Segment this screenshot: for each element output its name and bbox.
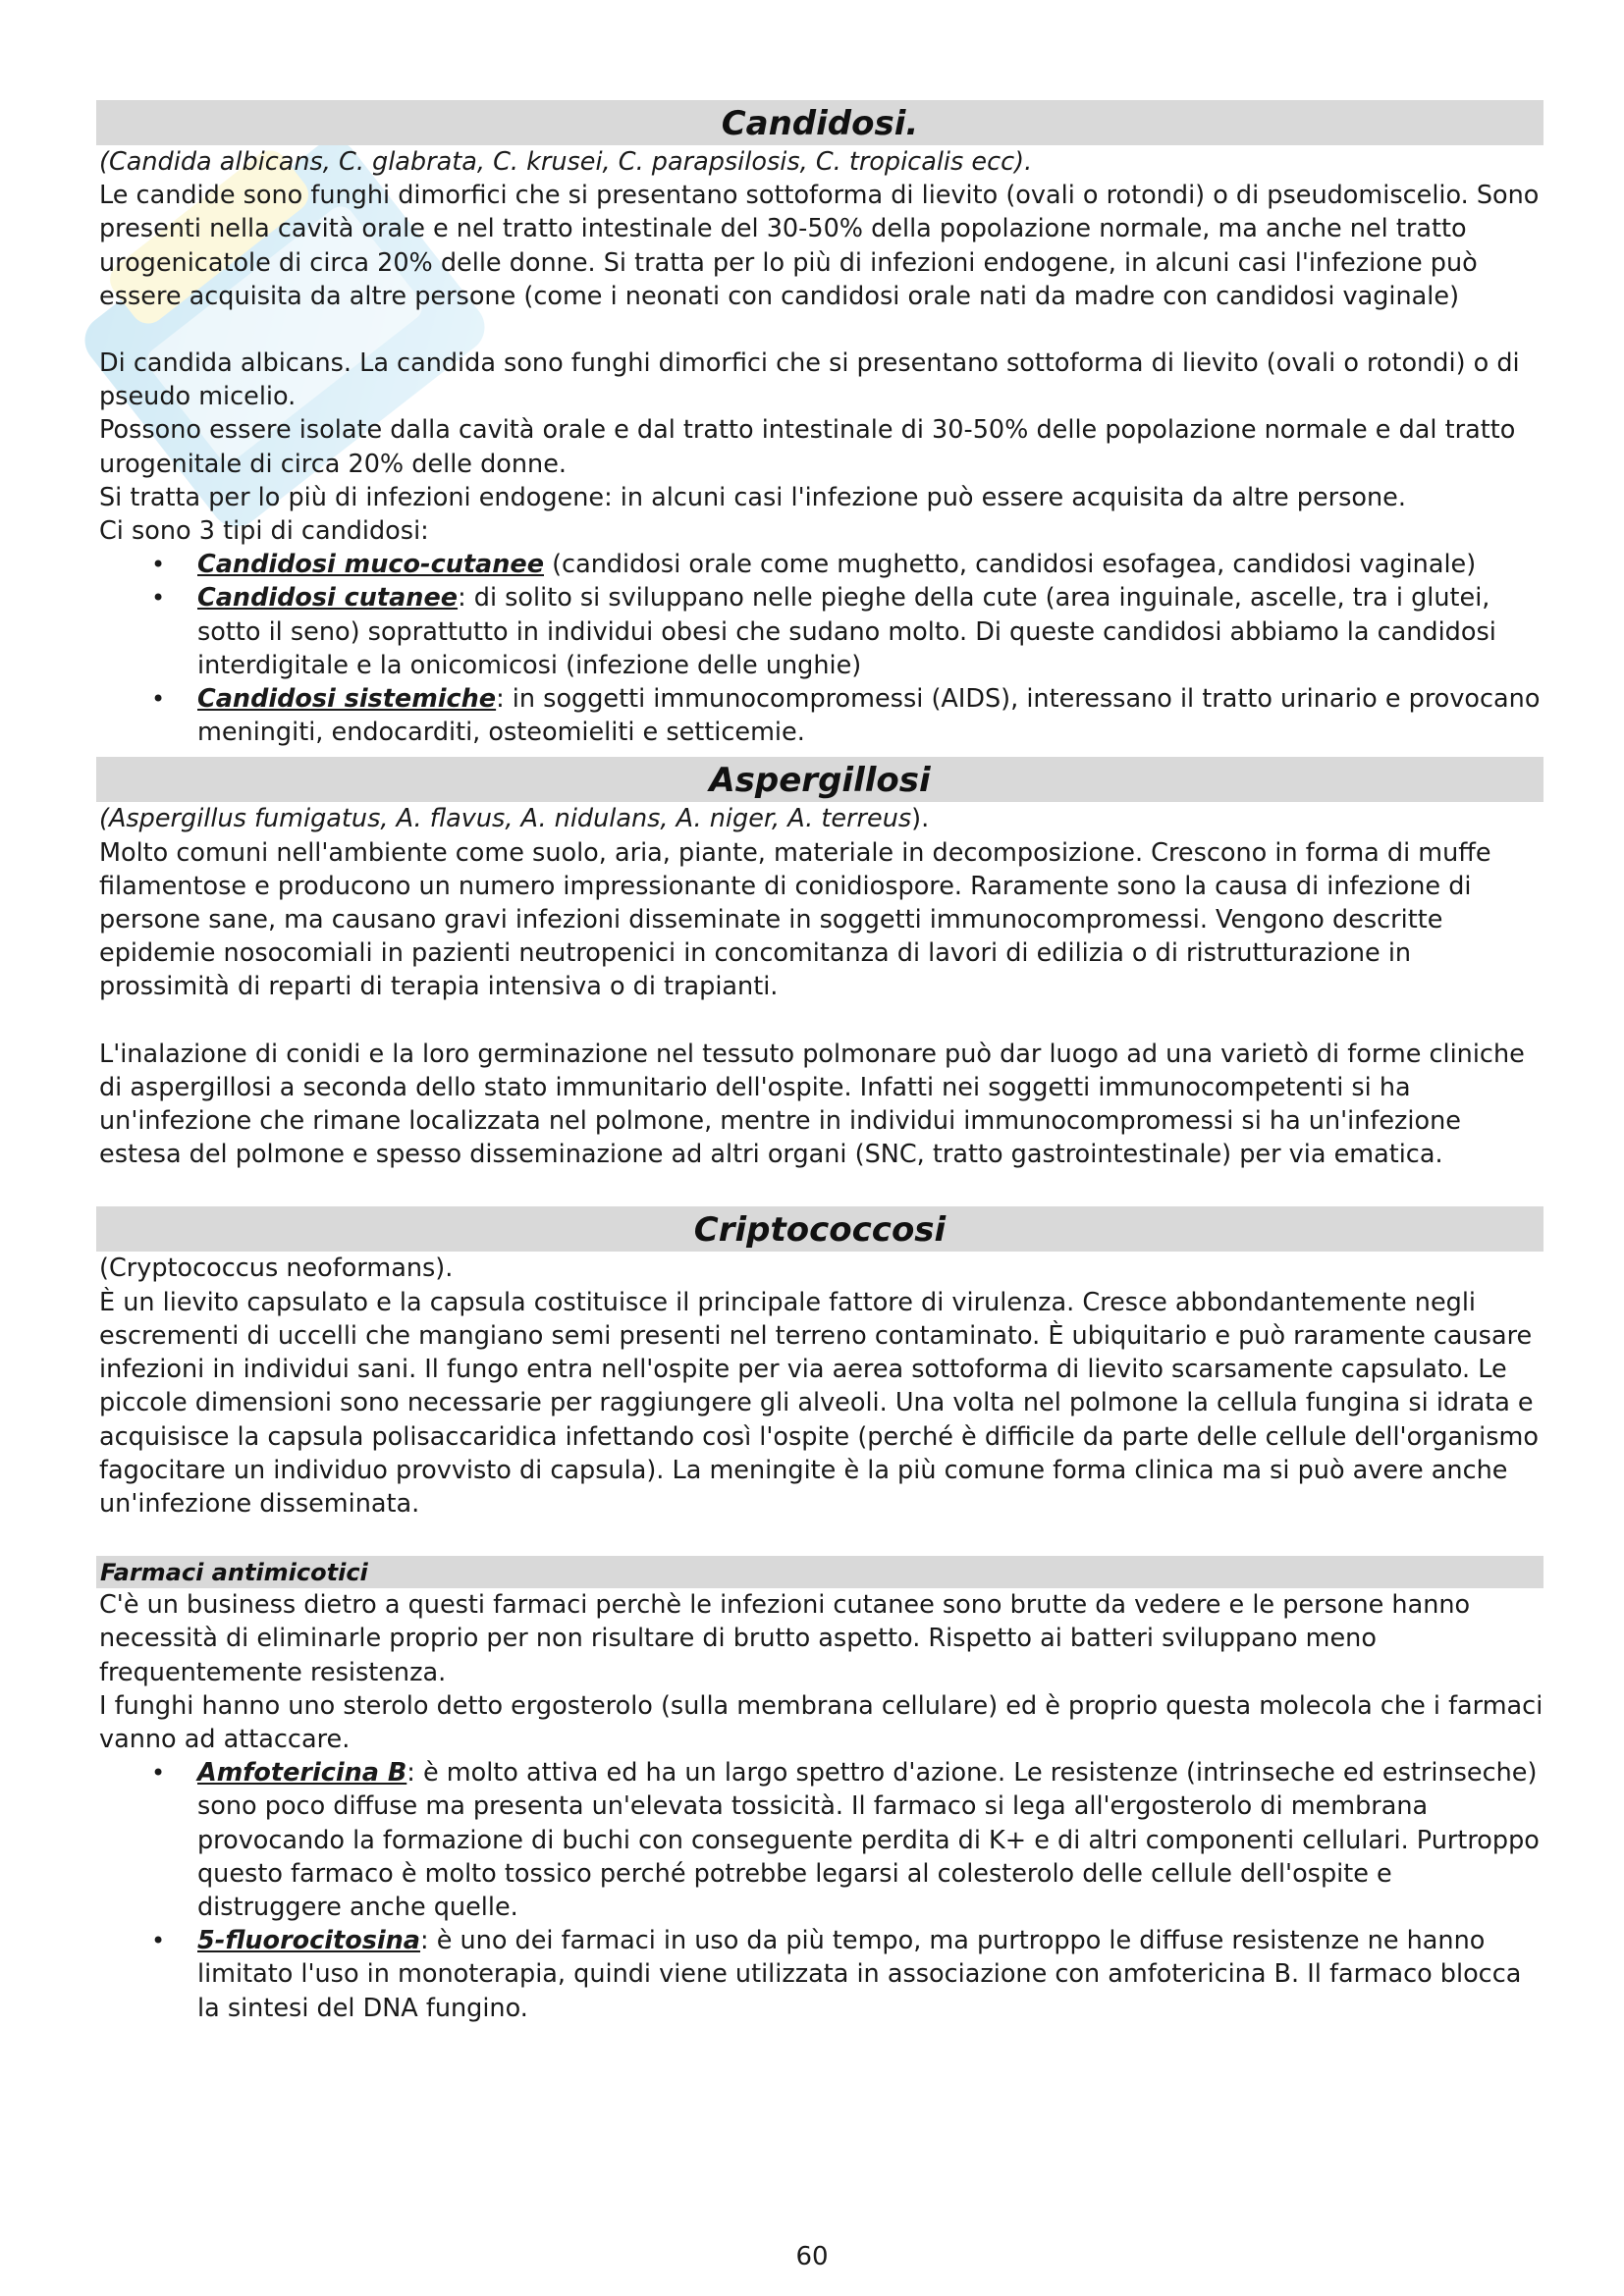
document-page xyxy=(96,100,1543,2025)
farmaci-list xyxy=(96,1756,1543,2025)
candidosi-types-list xyxy=(96,548,1543,749)
candidosi-intro: Le candide sono funghi dimorfici che si presentano sottoforma di lievito (ovali o rotondi) o di pseudomiscelio. Sono presenti nella cavità orale e nel tratto intestinale del 30-50% della popolazione normale, ma anche nel tratto urogenicatole di circa 20% delle donne. Si tratta per lo più di infezioni endogene, in alcuni casi l'infezione può essere acquisita da altre persone (come i neonati con candidosi orale nati da madre con candidosi vaginale) xyxy=(99,181,1540,311)
list-item xyxy=(96,682,1543,749)
list-item-text: : di solito si sviluppano nelle pieghe della cute (area inguinale, ascelle, tra i glutei, sotto il seno) soprattutto in individui obesi che sudano molto. Di queste candidosi abbiamo la candidosi interdigitale e la onicomicosi (infezione delle unghie) xyxy=(197,583,1496,680)
criptococcosi-paragraph: È un lievito capsulato e la capsula costituisce il principale fattore di virulenza. Cresce abbondantemente negli escrementi di uccelli che mangiano semi presenti nel terreno contaminato. È ubiquitario e può raramente causare infezioni in individui sani. Il fungo entra nell'ospite per via aerea sottoforma di lievito scarsamente capsulato. Le piccole dimensioni sono necessarie per raggiungere gli alveoli. Una volta nel polmone la cellula fungina si idrata e acquisisce la capsula polisaccaridica infettando così l'ospite (perché è difficile da parte delle cellule dell'organismo fagocitare un individuo provvisto di capsula). La meningite è la più comune forma clinica ma si può avere anche un'infezione disseminata. xyxy=(99,1287,1539,1519)
list-item-term: Candidosi cutanee xyxy=(197,583,459,614)
subsection-heading-farmaci: Farmaci antimicotici xyxy=(96,1556,1543,1588)
aspergillosi-species xyxy=(96,802,1543,835)
candidosi-paragraph: Si tratta per lo più di infezioni endogene: in alcuni casi l'infezione può essere acquisita da altre persone. xyxy=(99,482,1406,512)
bullet-icon: • xyxy=(151,551,166,579)
candidosi-species: (Candida albicans, C. glabrata, C. krusei, C. parapsilosis, C. tropicalis ecc). xyxy=(99,147,1033,177)
list-item-term: 5-fluorocitosina xyxy=(197,1926,421,1956)
list-item-term: Candidosi sistemiche xyxy=(197,684,497,715)
aspergillosi-species-names: (Aspergillus fumigatus, A. flavus, A. nidulans, A. niger, A. terreus xyxy=(99,804,912,834)
list-item-text: : è uno dei farmaci in uso da più tempo, ma purtroppo le diffuse resistenze ne hanno limitato l'uso in monoterapia, quindi viene utilizzata in associazione con amfotericina B. Il farmaco blocca la sintesi del DNA fungino. xyxy=(197,1926,1522,2023)
aspergillosi-paragraph: Molto comuni nell'ambiente come suolo, aria, piante, materiale in decomposizione. Crescono in forma di muffe filamentose e producono un numero impressionante di conidiospore. Raramente sono la causa di infezione di persone sane, ma causano gravi infezioni disseminate in soggetti immunocompromessi. Vengono descritte epidemie nosocomiali in pazienti neutropenici in concomitanza di lavori di edilizia o di ristrutturazione in prossimità di reparti di terapia intensiva o di trapianti. xyxy=(99,837,1491,1002)
candidosi-paragraph: Possono essere isolate dalla cavità orale e dal tratto intestinale di 30-50% delle popolazione normale e dal tratto urogenitale di circa 20% delle donne. xyxy=(99,415,1516,479)
list-item xyxy=(96,1756,1543,1924)
section-heading-criptococcosi: Criptococcosi xyxy=(96,1206,1543,1252)
criptococcosi-species: (Cryptococcus neoformans). xyxy=(99,1254,454,1284)
list-item-text: : in soggetti immunocompromessi (AIDS), interessano il tratto urinario e provocano meningiti, endocarditi, osteomieliti e setticemie. xyxy=(197,684,1541,748)
bullet-icon: • xyxy=(151,1927,166,1955)
bullet-icon: • xyxy=(151,1759,166,1788)
farmaci-paragraph: C'è un business dietro a questi farmaci perchè le infezioni cutanee sono brutte da vedere e le persone hanno necessità di eliminarle proprio per non risultare di brutto aspetto. Rispetto ai batteri sviluppano meno frequentemente resistenza. xyxy=(99,1590,1471,1687)
section-heading-aspergillosi: Aspergillosi xyxy=(96,757,1543,802)
list-item xyxy=(96,581,1543,682)
list-item xyxy=(96,548,1543,581)
aspergillosi-species-end: ). xyxy=(911,804,930,834)
farmaci-paragraph: I funghi hanno uno sterolo detto ergosterolo (sulla membrana cellulare) ed è proprio questa molecola che i farmaci vanno ad attaccare. xyxy=(99,1690,1543,1754)
candidosi-paragraph: Di candida albicans. La candida sono funghi dimorfici che si presentano sottoforma di lievito (ovali o rotondi) o di pseudo micelio. xyxy=(99,348,1520,412)
list-item-term: Candidosi muco-cutanee xyxy=(197,550,544,580)
candidosi-paragraph: Ci sono 3 tipi di candidosi: xyxy=(99,516,429,547)
list-item-term: Amfotericina B xyxy=(197,1758,407,1789)
list-item xyxy=(96,1924,1543,2025)
bullet-icon: • xyxy=(151,685,166,714)
list-item-text: : è molto attiva ed ha un largo spettro d'azione. Le resistenze (intrinseche ed estrinseche) sono poco diffuse ma presenta un'elevata tossicità. Il farmaco si lega all'ergosterolo di membrana provocando la formazione di buchi con conseguente perdita di K+ e di altri componenti cellulari. Purtroppo questo farmaco è molto tossico perché potrebbe legarsi al colesterolo delle cellule dell'ospite e distruggere anche quelle. xyxy=(197,1758,1540,1922)
bullet-icon: • xyxy=(151,584,166,613)
aspergillosi-paragraph: L'inalazione di conidi e la loro germinazione nel tessuto polmonare può dar luogo ad una varietò di forme cliniche di aspergillosi a seconda dello stato immunitario dell'ospite. Infatti nei soggetti immunocompetenti si ha un'infezione che rimane localizzata nel polmone, mentre in individui immunocompromessi si ha un'infezione estesa del polmone e spesso disseminazione ad altri organi (SNC, tratto gastrointestinale) per via ematica. xyxy=(99,1039,1525,1170)
section-heading-candidosi: Candidosi. xyxy=(96,100,1543,145)
page-number: 60 xyxy=(795,2242,829,2271)
list-item-text: (candidosi orale come mughetto, candidosi esofagea, candidosi vaginale) xyxy=(544,550,1477,580)
